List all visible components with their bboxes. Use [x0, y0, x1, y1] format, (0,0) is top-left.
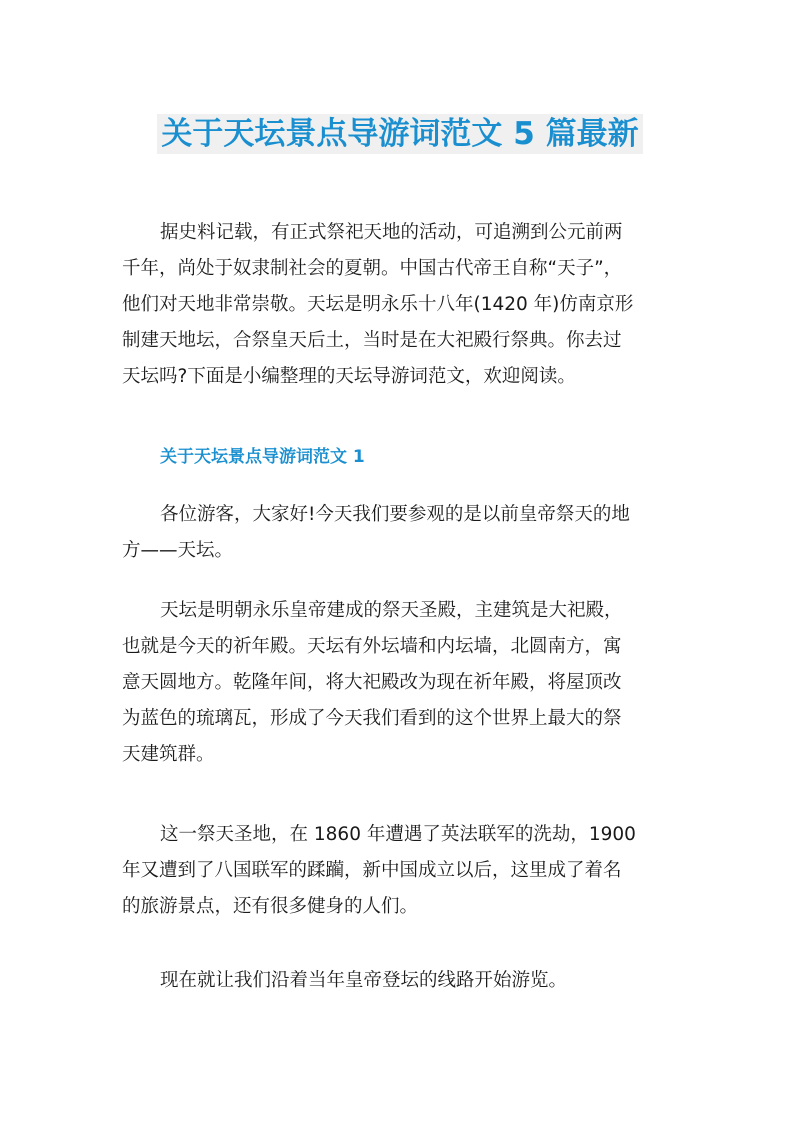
- text-line: 天建筑群。: [122, 744, 215, 765]
- text-line: 天坛是明朝永乐皇帝建成的祭天圣殿，主建筑是大祀殿，: [160, 600, 623, 621]
- text-line: 据史料记载，有正式祭祀天地的活动，可追溯到公元前两: [160, 222, 623, 243]
- text-line: 方——天坛。: [122, 540, 234, 561]
- text-line: 各位游客，大家好!今天我们要参观的是以前皇帝祭天的地: [160, 504, 630, 525]
- section-heading: 关于天坛景点导游词范文 1: [160, 447, 365, 467]
- text-line: 制建天地坛，合祭皇天后土，当时是在大祀殿行祭典。你去过: [122, 330, 622, 351]
- text-line: 千年，尚处于奴隶制社会的夏朝。中国古代帝王自称“天子”，: [122, 258, 623, 279]
- document-title: 关于天坛景点导游词范文 5 篇最新: [0, 108, 800, 153]
- text-line: 天坛吗?下面是小编整理的天坛导游词范文，欢迎阅读。: [122, 366, 576, 387]
- text-line: 这一祭天圣地，在 1860 年遭遇了英法联军的洗劫，1900: [160, 824, 636, 845]
- text-line: 为蓝色的琉璃瓦，形成了今天我们看到的这个世界上最大的祭: [122, 708, 622, 729]
- text-line: 年又遭到了八国联军的蹂躏，新中国成立以后，这里成了着名: [122, 860, 622, 881]
- text-line: 意天圆地方。乾隆年间，将大祀殿改为现在祈年殿，将屋顶改: [122, 672, 622, 693]
- text-line: 的旅游景点，还有很多健身的人们。: [122, 896, 419, 917]
- text-line: 他们对天地非常崇敬。天坛是明永乐十八年(1420 年)仿南京形: [122, 294, 634, 315]
- text-line: 现在就让我们沿着当年皇帝登坛的线路开始游览。: [160, 970, 568, 991]
- text-line: 也就是今天的祈年殿。天坛有外坛墙和内坛墙，北圆南方，寓: [122, 636, 622, 657]
